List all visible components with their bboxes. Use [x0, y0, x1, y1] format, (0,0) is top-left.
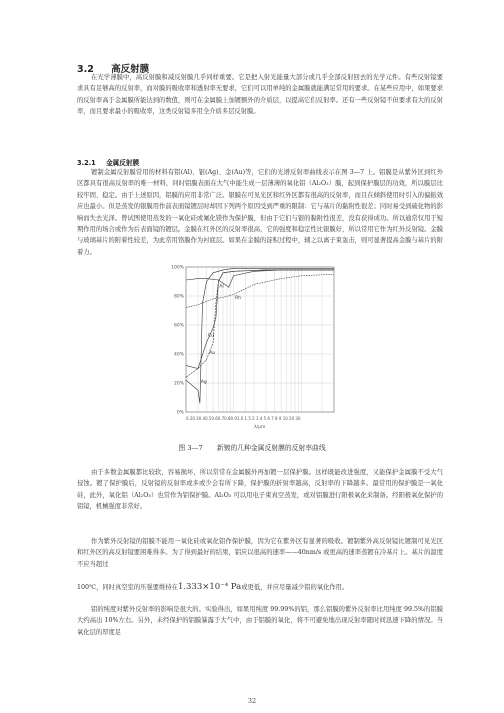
y-tick-label: 80%: [173, 294, 184, 300]
formula-line: [77, 582, 443, 592]
formula-after: 或更低，并应尽量减少铝的氧化作用。: [241, 584, 349, 591]
y-tick-label: 60%: [173, 323, 184, 329]
paragraph-uv-mirrors: 作为紫外反射镜的铝膜不能用一氧化硅或氧化铝作保护膜，因为它在紫外区有显著的吸收。镀制紫外高反射镜比镀制可见光区和红外区的高反射镜要困难得多。为了得到最好的结果，铝应以很高的速率——40nm/s 或更高的速率蒸镀在冷基片上。基片的温度不应当超过: [77, 538, 443, 568]
caption-text: 新镀的几种金属反射膜的反射率曲线: [216, 444, 326, 452]
page-number: 32: [247, 697, 257, 705]
paragraph-metal-films: 镀制金属反射膜常用的材料有铝(Al)、银(Ag)、金(Au)等，它们的光谱反射率曲线表示在图 3—7 上。铝膜是从紫外区到红外区都具有很高反射率的唯一材料，同时铝膜表面在大气中能生成一层薄薄的氧化铝（Al₂O₃）膜，起到保护膜层的功效，所以膜层比较牢固、稳定。由于上述原因，铝膜的应用非常广泛。银膜在可见光区和红外区都有很高的反射率，而且在倾斜使用时引入的偏振效应也最小。但是蒸发的银膜用作前表面镜镀层时却因下列两个原因受到严重的限制：它与基片的黏附性很差；同时易受到硫化物的影响而失去光泽。曾试图使用蒸发的一氧化硅或氟化镁作为保护膜，但由于它们与银的黏附性很差，没有获得成功。所以通常仅用于短期作用的场合或作为后表面镜的镀层。金膜在红外区的反射率很高，它的强度和稳定性比银膜好，所以常用它作为红外反射镜。金膜与玻璃基片的附着性较差，为此常用铬膜作为衬底层。如果在金膜的淀积过程中，辅之以离子束轰击，则可显著提高金膜与基片的附着力。: [77, 169, 443, 256]
reflectance-chart: [164, 263, 344, 431]
paragraph-intro: 在光学薄膜中，高反射膜和减反射膜几乎同样重要。它是把入射光能量大部分或几乎全部反射回去的光学元件。有些反射镜要求具有足够高的反射率，而对膜的吸收率和透射率无要求，它们可以用单纯的金属膜就能满足常用的要求。在某些应用中，如果要求的反射率高于金属膜所能达到的数值，则可在金属膜上加镀额外的介质层，以提高它们反射率。还有一些反射镜不但要求有大的反射率，而且要求最小的吸收率，这类反射镜多用全介质多层反射膜。: [77, 74, 443, 116]
curve-label-rh: Rh: [234, 295, 241, 301]
y-tick-label: 0%: [176, 410, 184, 416]
y-tick-label: 100%: [171, 265, 184, 271]
x-axis-label: λ/μm: [254, 425, 266, 430]
subsection-title: 金属反射膜: [106, 159, 140, 167]
pressure-formula: 1.333×10⁻⁴ Pa: [177, 582, 242, 592]
x-tick-labels: 0.20.30.40.50.60.70.80.91.0 1.5 2 3 4 5 6 7 8 9 10 20 30: [186, 416, 301, 421]
curve-label-al: Al: [219, 284, 224, 290]
figure-caption: [0, 442, 504, 452]
formula-before: 100℃，同时真空室的压强要维持在: [77, 584, 178, 591]
paragraph-purity: 铝的纯度对紫外反射率的影响是很大的。实验得出，如果用纯度 99.99%的铝，那么铝膜的紫外反射率比用纯度 99.5%的铝膜大约高出 10%左右。另外，未经保护的铝膜暴露于大气中，由于铝膜的氧化，将不可避免地出现反射率随时间迅速下降的情况。当氧化层的厚度足: [77, 606, 443, 636]
paragraph-protective-films: 由于多数金属膜都比较软，容易损坏，所以常常在金属膜外再加镀一层保护膜。这样既能改进强度，又能保护金属膜不受大气侵蚀。镀了保护膜后，反射镜的反射率或多或少会有所下降，保护膜的折射率越高，反射率的下降越多。最常用的保护膜是一氧化硅，此外，氧化铝（Al₂O₃）也常作为铝保护膜。Al₂O₃ 可以用电子束真空蒸发，或对铝膜进行阳极氧化来制备。经阳极氧化保护的铝镜，机械强度非常好。: [77, 469, 443, 511]
y-tick-label: 20%: [173, 381, 184, 387]
y-tick-label: 40%: [173, 352, 184, 358]
curve-label-ag: Ag: [200, 380, 207, 385]
curve-label-cu: Cu: [207, 333, 214, 339]
subsection-number: 3.2.1: [77, 159, 96, 167]
curve-label-au: Au: [209, 351, 216, 356]
caption-number: 图 3—7: [178, 444, 203, 452]
section-title: 高反射膜: [111, 64, 150, 75]
reflectance-figure: [164, 263, 344, 431]
plot-frame: [186, 267, 334, 412]
section-number: 3.2: [77, 64, 94, 75]
subsection-heading: [77, 157, 139, 167]
y-tick-labels: [171, 265, 185, 416]
